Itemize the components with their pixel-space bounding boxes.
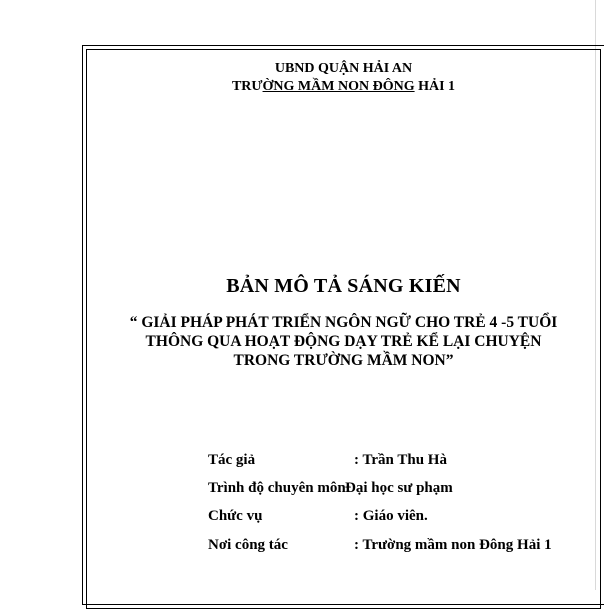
author-value: : Trần Thu Hà: [354, 452, 447, 468]
header-school: [86, 79, 601, 95]
header-organization: UBND QUẬN HẢI AN: [274, 61, 413, 76]
header-school-prefix: TRƯ: [231, 79, 263, 94]
workplace-value: : Trường mầm non Đông Hải 1: [354, 537, 552, 553]
document-title: BẢN MÔ TẢ SÁNG KIẾN: [226, 275, 461, 297]
degree-label: Trình độ chuyên môn:: [208, 480, 351, 496]
subtitle-line-1: “ GIẢI PHÁP PHÁT TRIỂN NGÔN NGỮ CHO TRẺ 4 -5 TUỔI: [129, 314, 558, 331]
workplace-label: Nơi công tác: [208, 537, 288, 553]
degree-value: Đại học sư phạm: [345, 480, 453, 496]
subtitle-line-3: TRONG TRƯỜNG MẦM NON”: [233, 352, 454, 369]
position-label: Chức vụ: [208, 508, 263, 524]
header-school-underlined: ỜNG MẦM NON ĐÔNG: [262, 79, 415, 94]
position-value: : Giáo viên.: [354, 508, 428, 524]
author-label: Tác giả: [208, 452, 256, 468]
subtitle-line-2: THÔNG QUA HOẠT ĐỘNG DẠY TRẺ KỂ LẠI CHUYỆN: [145, 333, 542, 350]
header-school-suffix: HẢI 1: [414, 79, 456, 94]
